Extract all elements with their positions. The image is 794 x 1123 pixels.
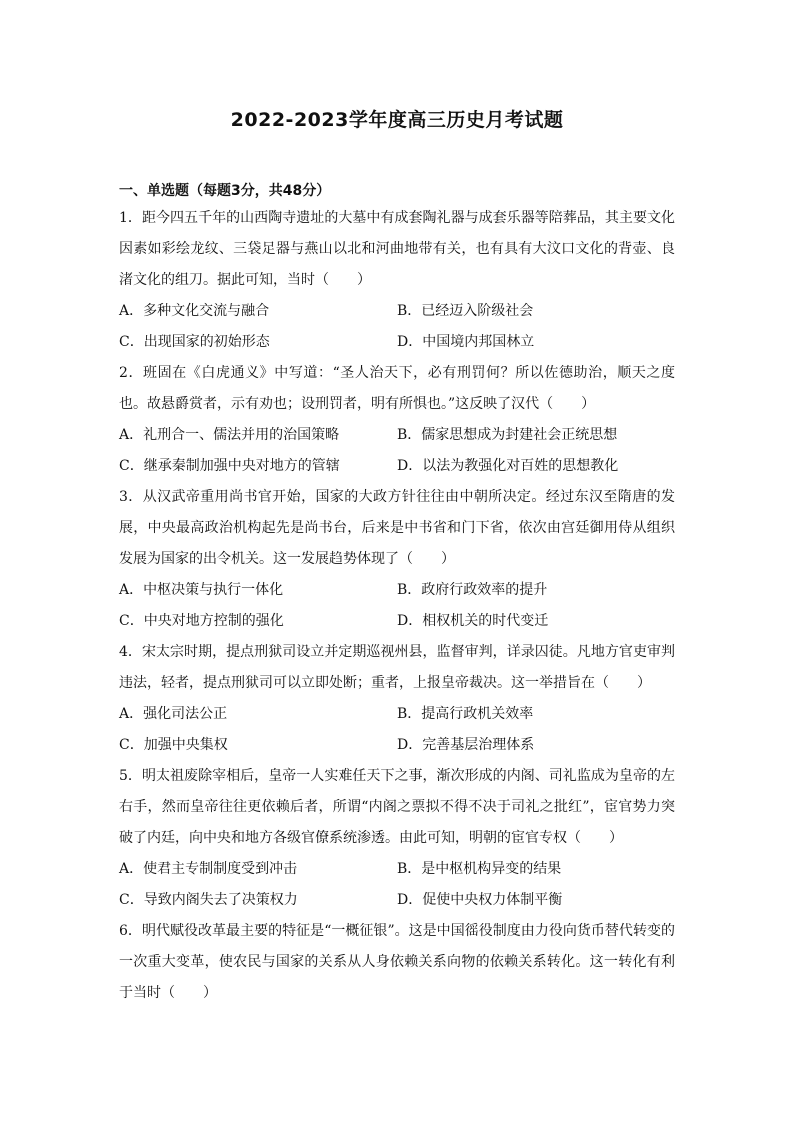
option-d: D．完善基层治理体系 [397, 737, 535, 753]
option-c: C．加强中央集权 [119, 737, 228, 753]
option-a: A．中枢决策与执行一体化 [119, 582, 284, 598]
question-1 [119, 203, 675, 358]
option-row [119, 730, 675, 761]
question-4 [119, 637, 675, 761]
question-stem: 4．宋太宗时期，提点刑狱司设立并定期巡视州县，监督审判，详录囚徒。凡地方官吏审判违法，轻者，提点刑狱司可以立即处断；重者，上报皇帝裁决。这一举措旨在（ ） [119, 644, 675, 691]
option-a: A．使君主专制制度受到冲击 [119, 861, 298, 877]
option-row [119, 699, 675, 730]
option-d: D．相权机关的时代变迁 [397, 613, 549, 629]
option-row [119, 885, 675, 916]
option-b: B．儒家思想成为封建社会正统思想 [397, 427, 618, 443]
question-5 [119, 761, 675, 916]
option-c: C．导致内阁失去了决策权力 [119, 892, 298, 908]
option-d: D．促使中央权力体制平衡 [397, 892, 563, 908]
question-stem: 6．明代赋役改革最主要的特征是“一概征银”。这是中国徭役制度由力役向货币替代转变的一次重大变革，使农民与国家的关系从人身依赖关系向物的依赖关系转化。这一转化有利于当时（ ） [119, 923, 675, 1001]
option-c: C．出现国家的初始形态 [119, 334, 270, 350]
option-row [119, 451, 675, 482]
question-list [119, 203, 675, 1009]
section-heading: 一、单选题（每题3分，共48分） [119, 183, 331, 199]
option-d: D．以法为教强化对百姓的思想教化 [397, 458, 619, 474]
option-c: C．中央对地方控制的强化 [119, 613, 284, 629]
option-c: C．继承秦制加强中央对地方的管辖 [119, 458, 340, 474]
option-a: A．礼刑合一、儒法并用的治国策略 [119, 427, 340, 443]
question-2 [119, 358, 675, 482]
option-b: B．提高行政机关效率 [397, 706, 534, 722]
question-6 [119, 916, 675, 1009]
option-d: D．中国境内邦国林立 [397, 334, 535, 350]
option-a: A．多种文化交流与融合 [119, 303, 270, 319]
option-b: B．已经迈入阶级社会 [397, 303, 534, 319]
option-row [119, 327, 675, 358]
option-a: A．强化司法公正 [119, 706, 228, 722]
option-b: B．政府行政效率的提升 [397, 582, 548, 598]
question-stem: 3．从汉武帝重用尚书官开始，国家的大政方针往往由中朝所决定。经过东汉至隋唐的发展，中央最高政治机构起先是尚书台，后来是中书省和门下省，依次由宫廷御用侍从组织发展为国家的出令机关。这一发展趋势体现了（ ） [119, 489, 675, 567]
question-stem: 5．明太祖废除宰相后，皇帝一人实难任天下之事，渐次形成的内阁、司礼监成为皇帝的左右手，然而皇帝往往更依赖后者，所谓“内阁之票拟不得不决于司礼之批红”，宦官势力突破了内廷，向中央和地方各级官僚系统渗透。由此可知，明朝的宦官专权（ ） [119, 768, 675, 846]
page-title: 2022-2023学年度高三历史月考试题 [230, 109, 564, 131]
option-row [119, 420, 675, 451]
question-stem: 2．班固在《白虎通义》中写道：“圣人治天下，必有刑罚何？所以佐德助治，顺天之度也。故悬爵赏者，示有劝也；设刑罚者，明有所惧也。”这反映了汉代（ ） [119, 365, 675, 412]
option-row [119, 854, 675, 885]
question-3 [119, 482, 675, 637]
option-row [119, 296, 675, 327]
option-row [119, 575, 675, 606]
option-row [119, 606, 675, 637]
question-stem: 1．距今四五千年的山西陶寺遗址的大墓中有成套陶礼器与成套乐器等陪葬品，其主要文化因素如彩绘龙纹、三袋足器与燕山以北和河曲地带有关，也有具有大汶口文化的背壶、良渚文化的组刀。据此可知，当时（ ） [119, 210, 675, 288]
option-b: B．是中枢机构异变的结果 [397, 861, 562, 877]
